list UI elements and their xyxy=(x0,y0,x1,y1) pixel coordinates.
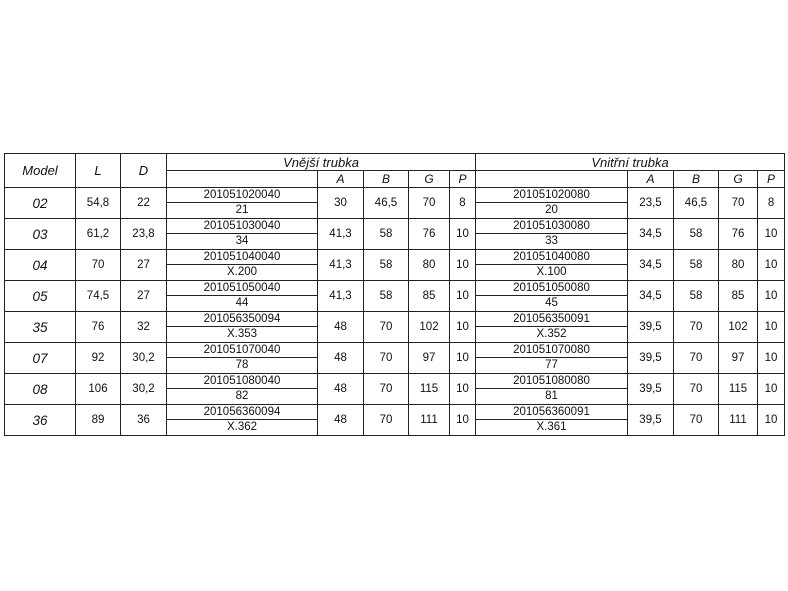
inner-part-cell xyxy=(476,188,628,219)
outer-p-cell: 10 xyxy=(450,219,476,250)
outer-col-b: B xyxy=(364,171,409,188)
outer-part-number: 201051040040 xyxy=(167,250,317,265)
outer-part-number: 201056360094 xyxy=(167,405,317,420)
outer-part-number: 201051080040 xyxy=(167,374,317,389)
outer-part-number: 201056350094 xyxy=(167,312,317,327)
outer-a-cell: 48 xyxy=(318,312,364,343)
outer-part-cell xyxy=(167,374,318,405)
outer-b-cell: 58 xyxy=(364,219,409,250)
inner-a-cell: 34,5 xyxy=(628,219,674,250)
outer-part-cell xyxy=(167,281,318,312)
inner-part-subcode: 81 xyxy=(545,390,558,402)
outer-p-cell: 10 xyxy=(450,281,476,312)
outer-code-header xyxy=(167,171,318,188)
inner-p-cell: 10 xyxy=(758,343,785,374)
d-cell: 30,2 xyxy=(121,343,167,374)
outer-a-cell: 30 xyxy=(318,188,364,219)
outer-p-cell: 10 xyxy=(450,312,476,343)
l-cell: 54,8 xyxy=(76,188,121,219)
inner-part-number: 201051040080 xyxy=(476,250,627,265)
model-cell: 03 xyxy=(5,219,76,250)
model-cell: 35 xyxy=(5,312,76,343)
outer-part-subcode: 78 xyxy=(235,359,249,371)
inner-part-cell xyxy=(476,312,628,343)
col-header-model: Model xyxy=(5,154,76,188)
inner-a-cell: 34,5 xyxy=(628,250,674,281)
inner-b-cell: 70 xyxy=(674,405,719,436)
outer-part-number: 201051030040 xyxy=(167,219,317,234)
outer-part-cell xyxy=(167,250,318,281)
outer-g-cell: 76 xyxy=(409,219,450,250)
outer-b-cell: 70 xyxy=(364,312,409,343)
table-row xyxy=(5,250,785,281)
table-row xyxy=(5,405,785,436)
inner-part-subcode: 33 xyxy=(545,235,558,247)
d-cell: 32 xyxy=(121,312,167,343)
outer-col-p: P xyxy=(450,171,476,188)
table-row xyxy=(5,374,785,405)
d-cell: 36 xyxy=(121,405,167,436)
outer-b-cell: 70 xyxy=(364,343,409,374)
outer-part-cell xyxy=(167,343,318,374)
l-cell: 70 xyxy=(76,250,121,281)
inner-p-cell: 8 xyxy=(758,188,785,219)
inner-part-subcode: X.100 xyxy=(536,266,567,278)
inner-part-cell xyxy=(476,281,628,312)
col-header-d: D xyxy=(121,154,167,188)
inner-col-b: B xyxy=(674,171,719,188)
inner-b-cell: 70 xyxy=(674,374,719,405)
group-header-outer-tube: Vnější trubka xyxy=(167,154,476,171)
spec-table xyxy=(4,153,785,436)
l-cell: 106 xyxy=(76,374,121,405)
inner-p-cell: 10 xyxy=(758,405,785,436)
inner-part-cell xyxy=(476,374,628,405)
inner-part-number: 201056360091 xyxy=(476,405,627,420)
outer-col-g: G xyxy=(409,171,450,188)
inner-g-cell: 76 xyxy=(719,219,758,250)
inner-a-cell: 39,5 xyxy=(628,374,674,405)
outer-p-cell: 10 xyxy=(450,343,476,374)
outer-b-cell: 58 xyxy=(364,281,409,312)
outer-p-cell: 10 xyxy=(450,374,476,405)
inner-a-cell: 23,5 xyxy=(628,188,674,219)
outer-b-cell: 70 xyxy=(364,405,409,436)
l-cell: 89 xyxy=(76,405,121,436)
l-cell: 76 xyxy=(76,312,121,343)
outer-part-cell xyxy=(167,405,318,436)
inner-part-cell xyxy=(476,219,628,250)
inner-g-cell: 115 xyxy=(719,374,758,405)
inner-part-cell xyxy=(476,250,628,281)
outer-p-cell: 8 xyxy=(450,188,476,219)
inner-b-cell: 46,5 xyxy=(674,188,719,219)
outer-g-cell: 102 xyxy=(409,312,450,343)
inner-part-cell xyxy=(476,405,628,436)
outer-p-cell: 10 xyxy=(450,405,476,436)
inner-part-subcode: 77 xyxy=(545,359,558,371)
inner-b-cell: 58 xyxy=(674,281,719,312)
outer-part-subcode: X.353 xyxy=(226,328,258,340)
d-cell: 27 xyxy=(121,281,167,312)
inner-part-subcode: X.361 xyxy=(536,421,567,433)
outer-part-subcode: 44 xyxy=(235,297,249,309)
outer-g-cell: 115 xyxy=(409,374,450,405)
table-row xyxy=(5,343,785,374)
inner-b-cell: 58 xyxy=(674,219,719,250)
outer-g-cell: 80 xyxy=(409,250,450,281)
outer-g-cell: 97 xyxy=(409,343,450,374)
inner-col-g: G xyxy=(719,171,758,188)
outer-part-cell xyxy=(167,188,318,219)
inner-col-p: P xyxy=(758,171,785,188)
outer-g-cell: 70 xyxy=(409,188,450,219)
outer-part-subcode: 34 xyxy=(235,235,249,247)
outer-part-subcode: 21 xyxy=(235,204,249,216)
inner-part-number: 201051080080 xyxy=(476,374,627,389)
outer-p-cell: 10 xyxy=(450,250,476,281)
outer-part-subcode: X.200 xyxy=(226,266,258,278)
inner-g-cell: 97 xyxy=(719,343,758,374)
outer-part-number: 201051050040 xyxy=(167,281,317,296)
outer-part-cell xyxy=(167,312,318,343)
outer-a-cell: 41,3 xyxy=(318,281,364,312)
outer-a-cell: 48 xyxy=(318,343,364,374)
inner-a-cell: 39,5 xyxy=(628,405,674,436)
table-row xyxy=(5,281,785,312)
outer-b-cell: 46,5 xyxy=(364,188,409,219)
table-row xyxy=(5,219,785,250)
outer-part-number: 201051070040 xyxy=(167,343,317,358)
table-body xyxy=(5,188,785,436)
model-cell: 04 xyxy=(5,250,76,281)
inner-g-cell: 70 xyxy=(719,188,758,219)
model-cell: 05 xyxy=(5,281,76,312)
inner-g-cell: 80 xyxy=(719,250,758,281)
inner-part-number: 201051030080 xyxy=(476,219,627,234)
outer-a-cell: 41,3 xyxy=(318,219,364,250)
inner-col-a: A xyxy=(628,171,674,188)
inner-p-cell: 10 xyxy=(758,312,785,343)
model-cell: 08 xyxy=(5,374,76,405)
inner-b-cell: 70 xyxy=(674,343,719,374)
model-cell: 02 xyxy=(5,188,76,219)
inner-g-cell: 102 xyxy=(719,312,758,343)
model-cell: 36 xyxy=(5,405,76,436)
outer-part-subcode: 82 xyxy=(235,390,249,402)
inner-part-subcode: 45 xyxy=(545,297,558,309)
inner-b-cell: 70 xyxy=(674,312,719,343)
inner-a-cell: 39,5 xyxy=(628,312,674,343)
table-row xyxy=(5,312,785,343)
l-cell: 92 xyxy=(76,343,121,374)
inner-part-number: 201051050080 xyxy=(476,281,627,296)
table-row xyxy=(5,188,785,219)
inner-g-cell: 85 xyxy=(719,281,758,312)
inner-part-subcode: 20 xyxy=(545,204,558,216)
inner-a-cell: 34,5 xyxy=(628,281,674,312)
outer-b-cell: 70 xyxy=(364,374,409,405)
model-cell: 07 xyxy=(5,343,76,374)
l-cell: 74,5 xyxy=(76,281,121,312)
inner-p-cell: 10 xyxy=(758,219,785,250)
inner-p-cell: 10 xyxy=(758,281,785,312)
d-cell: 22 xyxy=(121,188,167,219)
group-header-inner-tube: Vnitřní trubka xyxy=(476,154,785,171)
outer-g-cell: 85 xyxy=(409,281,450,312)
outer-g-cell: 111 xyxy=(409,405,450,436)
header-row-top xyxy=(5,154,785,171)
col-header-l: L xyxy=(76,154,121,188)
inner-part-number: 201051020080 xyxy=(476,188,627,203)
outer-part-cell xyxy=(167,219,318,250)
d-cell: 27 xyxy=(121,250,167,281)
inner-p-cell: 10 xyxy=(758,250,785,281)
inner-a-cell: 39,5 xyxy=(628,343,674,374)
outer-a-cell: 41,3 xyxy=(318,250,364,281)
inner-b-cell: 58 xyxy=(674,250,719,281)
outer-b-cell: 58 xyxy=(364,250,409,281)
d-cell: 30,2 xyxy=(121,374,167,405)
outer-part-subcode: X.362 xyxy=(226,421,258,433)
outer-a-cell: 48 xyxy=(318,405,364,436)
outer-a-cell: 48 xyxy=(318,374,364,405)
d-cell: 23,8 xyxy=(121,219,167,250)
inner-code-header xyxy=(476,171,628,188)
outer-col-a: A xyxy=(318,171,364,188)
inner-part-cell xyxy=(476,343,628,374)
inner-g-cell: 111 xyxy=(719,405,758,436)
inner-part-number: 201051070080 xyxy=(476,343,627,358)
outer-part-number: 201051020040 xyxy=(167,188,317,203)
inner-p-cell: 10 xyxy=(758,374,785,405)
inner-part-subcode: X.352 xyxy=(536,328,567,340)
inner-part-number: 201056350091 xyxy=(476,312,627,327)
l-cell: 61,2 xyxy=(76,219,121,250)
